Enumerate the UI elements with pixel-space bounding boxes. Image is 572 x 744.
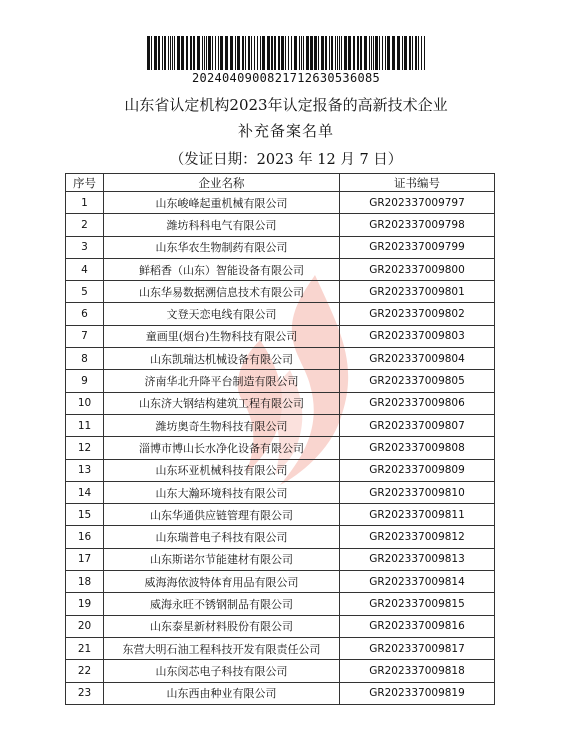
barcode-bar <box>339 36 340 70</box>
barcode-bar <box>373 36 374 70</box>
row-index: 19 <box>66 593 104 615</box>
barcode-bar <box>385 36 386 70</box>
certificate-number: GR202337009799 <box>340 236 495 258</box>
barcode-bar <box>267 36 270 70</box>
barcode-bar <box>288 36 289 70</box>
barcode-bar <box>360 36 362 70</box>
barcode-bar <box>218 36 219 70</box>
row-index: 23 <box>66 682 104 704</box>
barcode-bar <box>212 36 213 70</box>
barcode-bar <box>402 36 403 70</box>
barcode-bar <box>318 36 319 70</box>
barcode-bar <box>162 36 163 70</box>
barcode-bar <box>177 36 180 70</box>
document-title: 山东省认定机构2023年认定报备的高新技术企业 <box>124 96 448 114</box>
certificate-number: GR202337009798 <box>340 214 495 236</box>
company-name: 山东华农生物制药有限公司 <box>104 236 340 258</box>
barcode-bar <box>147 36 150 70</box>
certificate-number: GR202337009810 <box>340 481 495 503</box>
certificate-number: GR202337009811 <box>340 504 495 526</box>
table-row <box>66 192 495 214</box>
company-name: 东营大明石油工程科技开发有限责任公司 <box>104 637 340 659</box>
barcode-bar <box>190 36 192 70</box>
barcode-bar <box>369 36 370 70</box>
barcode-bar <box>158 36 160 70</box>
barcode-bar <box>375 36 378 70</box>
barcode-bar <box>392 36 395 70</box>
certificate-number: GR202337009816 <box>340 615 495 637</box>
company-name: 山东西由种业有限公司 <box>104 682 340 704</box>
barcode-bar <box>344 36 347 70</box>
barcode-bar <box>397 36 400 70</box>
table-row <box>66 392 495 414</box>
table-row <box>66 615 495 637</box>
barcode-bar <box>186 36 188 70</box>
barcode-bar <box>379 36 380 70</box>
table-row <box>66 303 495 325</box>
certificate-number: GR202337009804 <box>340 348 495 370</box>
barcode-bar <box>254 36 255 70</box>
company-name: 山东瑞普电子科技有限公司 <box>104 526 340 548</box>
row-index: 16 <box>66 526 104 548</box>
barcode-bar <box>353 36 355 70</box>
row-index: 12 <box>66 437 104 459</box>
barcode-number: 20240409008217126305360​85 <box>191 71 381 85</box>
barcode-bar <box>321 36 324 70</box>
barcode-bar <box>181 36 184 70</box>
table-row <box>66 593 495 615</box>
table-header-row <box>66 174 495 192</box>
table-row <box>66 370 495 392</box>
certificate-number: GR202337009808 <box>340 437 495 459</box>
row-index: 13 <box>66 459 104 481</box>
certificate-number: GR202337009801 <box>340 281 495 303</box>
table-row <box>66 348 495 370</box>
header-index: 序号 <box>66 174 104 192</box>
row-index: 20 <box>66 615 104 637</box>
company-name: 山东华通供应链管理有限公司 <box>104 504 340 526</box>
barcode-image <box>145 36 427 70</box>
barcode-bar <box>174 36 175 70</box>
barcode-bar <box>164 36 166 70</box>
barcode-bar <box>382 36 383 70</box>
barcode-bar <box>271 36 273 70</box>
barcode-bar <box>235 36 236 70</box>
row-index: 6 <box>66 303 104 325</box>
certificate-number: GR202337009812 <box>340 526 495 548</box>
company-name: 威海海依波特体育用品有限公司 <box>104 571 340 593</box>
certificate-number: GR202337009809 <box>340 459 495 481</box>
table-row <box>66 281 495 303</box>
row-index: 17 <box>66 548 104 570</box>
row-index: 22 <box>66 660 104 682</box>
company-name: 文登天恋电线有限公司 <box>104 303 340 325</box>
company-name: 山东斯诺尔节能建材有限公司 <box>104 548 340 570</box>
barcode-bar <box>168 36 169 70</box>
table-row <box>66 637 495 659</box>
barcode-bar <box>424 36 425 70</box>
certificate-number: GR202337009805 <box>340 370 495 392</box>
barcode-bar <box>364 36 367 70</box>
table-row <box>66 414 495 436</box>
barcode-bar <box>197 36 200 70</box>
row-index: 1 <box>66 192 104 214</box>
table-row <box>66 325 495 347</box>
row-index: 15 <box>66 504 104 526</box>
row-index: 11 <box>66 414 104 436</box>
certificate-number: GR202337009806 <box>340 392 495 414</box>
company-name: 潍坊奥奇生物科技有限公司 <box>104 414 340 436</box>
barcode-bar <box>412 36 413 70</box>
header-certificate: 证书编号 <box>340 174 495 192</box>
company-name: 鲜稻香（山东）智能设备有限公司 <box>104 258 340 280</box>
barcode-bar <box>230 36 233 70</box>
barcode-bar <box>310 36 313 70</box>
row-index: 8 <box>66 348 104 370</box>
barcode-bar <box>206 36 207 70</box>
certificate-number: GR202337009802 <box>340 303 495 325</box>
table-row <box>66 660 495 682</box>
barcode-bar <box>172 36 173 70</box>
row-index: 3 <box>66 236 104 258</box>
company-name: 山东闵芯电子科技有限公司 <box>104 660 340 682</box>
barcode-bar <box>215 36 216 70</box>
barcode-bar <box>421 36 422 70</box>
row-index: 10 <box>66 392 104 414</box>
barcode-bar <box>245 36 246 70</box>
certificate-number: GR202337009800 <box>340 258 495 280</box>
table-row <box>66 437 495 459</box>
barcode-bar <box>335 36 336 70</box>
row-index: 18 <box>66 571 104 593</box>
barcode-bar <box>274 36 276 70</box>
barcode-bar <box>262 36 265 70</box>
barcode-bar <box>387 36 390 70</box>
certificate-number: GR202337009797 <box>340 192 495 214</box>
company-name: 山东凯瑞达机械设备有限公司 <box>104 348 340 370</box>
table-row <box>66 504 495 526</box>
row-index: 5 <box>66 281 104 303</box>
barcode-bar <box>371 36 372 70</box>
table-row <box>66 481 495 503</box>
barcode-bar <box>281 36 284 70</box>
barcode-bar <box>170 36 171 70</box>
row-index: 7 <box>66 325 104 347</box>
barcode-bar <box>348 36 351 70</box>
barcode-bar <box>294 36 297 70</box>
certificate-number: GR202337009814 <box>340 571 495 593</box>
barcode-bar <box>291 36 292 70</box>
barcode-bar <box>299 36 300 70</box>
table-row <box>66 548 495 570</box>
barcode-bar <box>329 36 330 70</box>
row-index: 9 <box>66 370 104 392</box>
row-index: 21 <box>66 637 104 659</box>
row-index: 2 <box>66 214 104 236</box>
table-row <box>66 236 495 258</box>
barcode-bar <box>418 36 419 70</box>
row-index: 4 <box>66 258 104 280</box>
barcode-bar <box>404 36 407 70</box>
certificate-number: GR202337009813 <box>340 548 495 570</box>
header-company: 企业名称 <box>104 174 340 192</box>
barcode-bar <box>314 36 317 70</box>
barcode-bar <box>303 36 304 70</box>
barcode-bar <box>204 36 205 70</box>
table-row <box>66 459 495 481</box>
barcode-bar <box>248 36 250 70</box>
barcode-bar <box>325 36 327 70</box>
table-row <box>66 214 495 236</box>
barcode-bar <box>337 36 338 70</box>
barcode-bar <box>278 36 280 70</box>
company-name: 山东大瀚环境科技有限公司 <box>104 481 340 503</box>
barcode-bar <box>220 36 223 70</box>
certificate-number: GR202337009803 <box>340 325 495 347</box>
barcode-bar <box>260 36 261 70</box>
table-row <box>66 682 495 704</box>
company-name: 潍坊科科电气有限公司 <box>104 214 340 236</box>
barcode-bar <box>225 36 228 70</box>
company-name: 济南华北升降平台制造有限公司 <box>104 370 340 392</box>
barcode-bar <box>257 36 258 70</box>
barcode-bar <box>357 36 359 70</box>
company-name: 威海永旺不锈钢制品有限公司 <box>104 593 340 615</box>
company-table <box>65 173 495 705</box>
barcode-bar <box>285 36 286 70</box>
barcode-bar <box>251 36 252 70</box>
row-index: 14 <box>66 481 104 503</box>
barcode-bar <box>154 36 157 70</box>
barcode-bar <box>237 36 240 70</box>
barcode-bar <box>415 36 417 70</box>
company-name: 淄博市博山长水净化设备有限公司 <box>104 437 340 459</box>
document-subtitle: 补充备案名单 <box>237 122 334 140</box>
certificate-number: GR202337009817 <box>340 637 495 659</box>
barcode-bar <box>301 36 302 70</box>
company-name: 山东峻峰起重机械有限公司 <box>104 192 340 214</box>
barcode-bar <box>242 36 244 70</box>
barcode-bar <box>341 36 342 70</box>
company-name: 山东华易数据溯信息技术有限公司 <box>104 281 340 303</box>
company-name: 山东泰星新材料股份有限公司 <box>104 615 340 637</box>
barcode-bar <box>306 36 309 70</box>
table-row <box>66 571 495 593</box>
barcode-bar <box>208 36 211 70</box>
certificate-number: GR202337009819 <box>340 682 495 704</box>
company-name: 山东济大钢结构建筑工程有限公司 <box>104 392 340 414</box>
barcode-bar <box>202 36 203 70</box>
certificate-number: GR202337009807 <box>340 414 495 436</box>
table-row <box>66 526 495 548</box>
certificate-number: GR202337009815 <box>340 593 495 615</box>
barcode-bar <box>193 36 195 70</box>
barcode-bar <box>331 36 333 70</box>
table-row <box>66 258 495 280</box>
company-name: 山东环亚机械科技有限公司 <box>104 459 340 481</box>
certificate-number: GR202337009818 <box>340 660 495 682</box>
issue-date: （发证日期：2023 年 12 月 7 日） <box>169 152 403 168</box>
barcode-bar <box>151 36 152 70</box>
barcode-block <box>0 36 572 85</box>
company-name: 童画里(烟台)生物科技有限公司 <box>104 325 340 347</box>
barcode-bar <box>409 36 411 70</box>
